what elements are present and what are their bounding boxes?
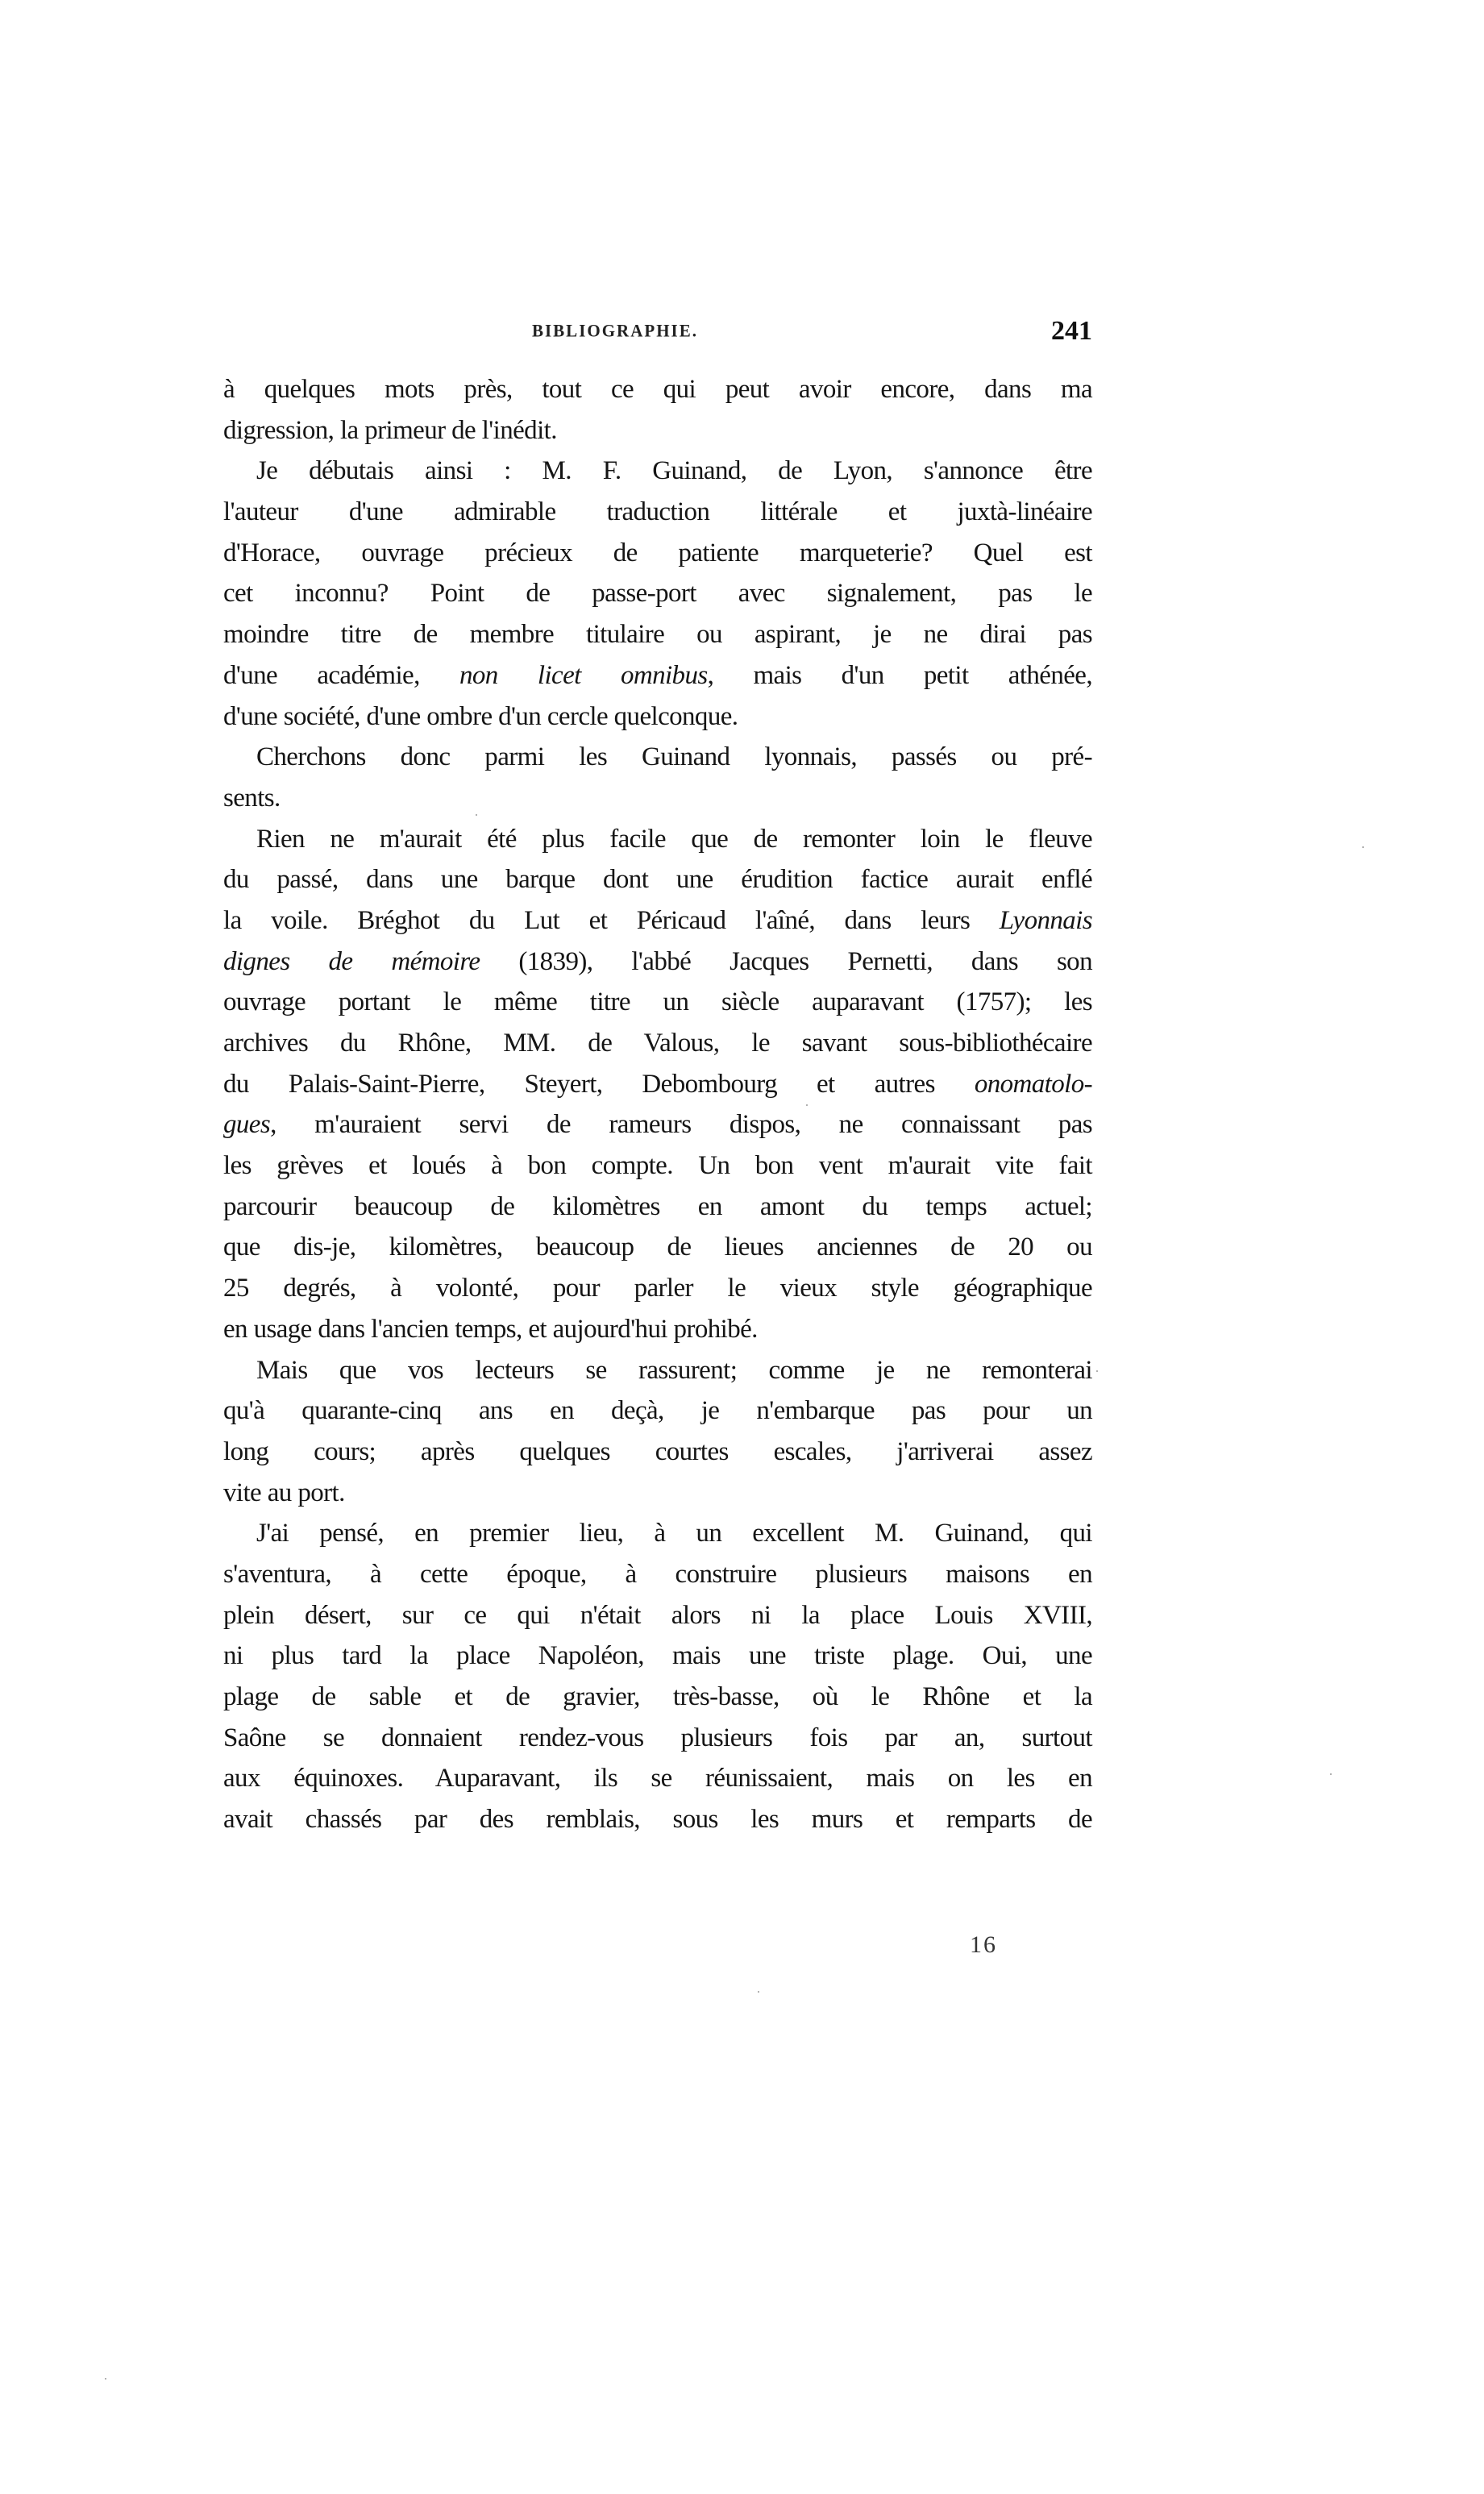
text-line	[223, 1390, 1092, 1432]
text-line	[223, 859, 1092, 900]
text-line	[223, 819, 1092, 860]
text-line	[223, 655, 1092, 696]
line-text: Cherchons donc parmi les Guinand lyonnais, passés ou pré-	[256, 742, 1092, 772]
text-line	[223, 451, 1092, 492]
italic-title: Lyonnais	[999, 905, 1092, 935]
text-line	[223, 778, 1092, 819]
body-text	[223, 369, 1092, 1840]
text-line	[223, 1187, 1092, 1228]
line-text: Mais que vos lecteurs se rassurent; comme je ne remonterai	[256, 1355, 1092, 1385]
text-line	[223, 369, 1092, 410]
line-text: plage de sable et de gravier, très-basse, où le Rhône et la	[223, 1682, 1092, 1711]
scan-speck	[1096, 1370, 1098, 1372]
scan-speck	[1362, 846, 1364, 848]
text-line	[223, 1513, 1092, 1554]
line-text: vite au port.	[223, 1478, 345, 1507]
line-text: les grèves et loués à bon compte. Un bon vent m'aurait vite fait	[223, 1151, 1092, 1181]
text-line	[223, 614, 1092, 655]
scan-speck	[1330, 1773, 1332, 1775]
text-line	[223, 492, 1092, 533]
text-line	[223, 1227, 1092, 1268]
line-text: qu'à quarante-cinq ans en deçà, je n'embarque pas pour un	[223, 1396, 1092, 1426]
line-text: s'aventura, à cette époque, à construire plusieurs maisons en	[223, 1559, 1092, 1589]
line-text: aux équinoxes. Auparavant, ils se réunissaient, mais on les en	[223, 1764, 1092, 1794]
italic-title: gues	[223, 1110, 271, 1140]
line-text: cet inconnu? Point de passe-port avec signalement, pas le	[223, 579, 1092, 609]
line-text: avait chassés par des remblais, sous les murs et remparts de	[223, 1805, 1092, 1835]
text-line	[223, 410, 1092, 451]
line-text: J'ai pensé, en premier lieu, à un excellent M. Guinand, qui	[256, 1519, 1092, 1548]
signature-mark: 16	[970, 1931, 997, 1958]
line-text: l'auteur d'une admirable traduction littérale et juxtà-linéaire	[223, 497, 1092, 527]
line-text: ouvrage portant le même titre un siècle auparavant (1757); les	[223, 987, 1092, 1017]
text-line	[223, 941, 1092, 983]
text-line	[223, 696, 1092, 738]
text-line	[223, 1677, 1092, 1718]
text-line	[223, 1799, 1092, 1840]
text-line	[223, 1268, 1092, 1309]
text-line	[223, 1064, 1092, 1105]
text-line	[223, 737, 1092, 778]
text-line	[223, 982, 1092, 1023]
line-text: parcourir beaucoup de kilomètres en amont du temps actuel;	[223, 1191, 1092, 1221]
line-text: d'une académie,	[223, 660, 459, 690]
text-line	[223, 1432, 1092, 1473]
line-text: sents.	[223, 783, 281, 813]
line-text: du passé, dans une barque dont une érudition factice aurait enflé	[223, 865, 1092, 895]
text-line	[223, 1554, 1092, 1595]
text-line	[223, 1473, 1092, 1514]
scan-speck	[105, 2378, 106, 2380]
italic-title: non licet omnibus	[459, 660, 708, 690]
scan-speck	[758, 1991, 759, 1993]
text-line	[223, 1758, 1092, 1799]
line-text: (1839), l'abbé Jacques Pernetti, dans son	[480, 946, 1092, 976]
line-text: d'une société, d'une ombre d'un cercle quelconque.	[223, 701, 738, 731]
line-text: archives du Rhône, MM. de Valous, le savant sous-bibliothécaire	[223, 1029, 1092, 1058]
line-text: long cours; après quelques courtes escales, j'arriverai assez	[223, 1436, 1092, 1466]
line-text: Rien ne m'aurait été plus facile que de remonter loin le fleuve	[256, 824, 1092, 854]
italic-title: onomatolo-	[974, 1069, 1092, 1099]
running-title: BIBLIOGRAPHIE.	[532, 320, 698, 341]
text-line	[223, 533, 1092, 574]
italic-title: dignes de mémoire	[223, 946, 480, 976]
text-line	[223, 1309, 1092, 1350]
line-text: que dis-je, kilomètres, beaucoup de lieues anciennes de 20 ou	[223, 1232, 1092, 1262]
scan-speck	[476, 814, 477, 816]
line-text: plein désert, sur ce qui n'était alors ni la place Louis XVIII,	[223, 1600, 1092, 1630]
line-text: à quelques mots près, tout ce qui peut avoir encore, dans ma	[223, 375, 1092, 404]
line-text: en usage dans l'ancien temps, et aujourd'hui prohibé.	[223, 1314, 758, 1344]
line-text: du Palais-Saint-Pierre, Steyert, Debombourg et autres	[223, 1069, 975, 1099]
scan-speck	[806, 1104, 808, 1106]
text-line	[223, 1104, 1092, 1145]
line-text: la voile. Bréghot du Lut et Péricaud l'aîné, dans leurs	[223, 905, 1000, 935]
line-text: , m'auraient servi de rameurs dispos, ne connaissant pas	[270, 1110, 1092, 1140]
text-line	[223, 573, 1092, 614]
running-head	[223, 316, 1092, 345]
line-text: d'Horace, ouvrage précieux de patiente marqueterie? Quel est	[223, 538, 1092, 567]
text-line	[223, 900, 1092, 941]
line-text: ni plus tard la place Napoléon, mais une triste plage. Oui, une	[223, 1641, 1092, 1671]
line-text: 25 degrés, à volonté, pour parler le vieux style géographique	[223, 1274, 1092, 1303]
line-text: digression, la primeur de l'inédit.	[223, 415, 557, 445]
text-line	[223, 1023, 1092, 1064]
line-text: moindre titre de membre titulaire ou aspirant, je ne dirai pas	[223, 620, 1092, 650]
text-line	[223, 1595, 1092, 1636]
line-text: Je débutais ainsi : M. F. Guinand, de Lyon, s'annonce être	[256, 456, 1092, 486]
page-number: 241	[1051, 316, 1092, 346]
text-line	[223, 1145, 1092, 1187]
text-line	[223, 1350, 1092, 1391]
text-line	[223, 1636, 1092, 1677]
text-line	[223, 1718, 1092, 1759]
line-text: Saône se donnaient rendez-vous plusieurs fois par an, surtout	[223, 1723, 1092, 1752]
line-text: , mais d'un petit athénée,	[707, 660, 1092, 690]
